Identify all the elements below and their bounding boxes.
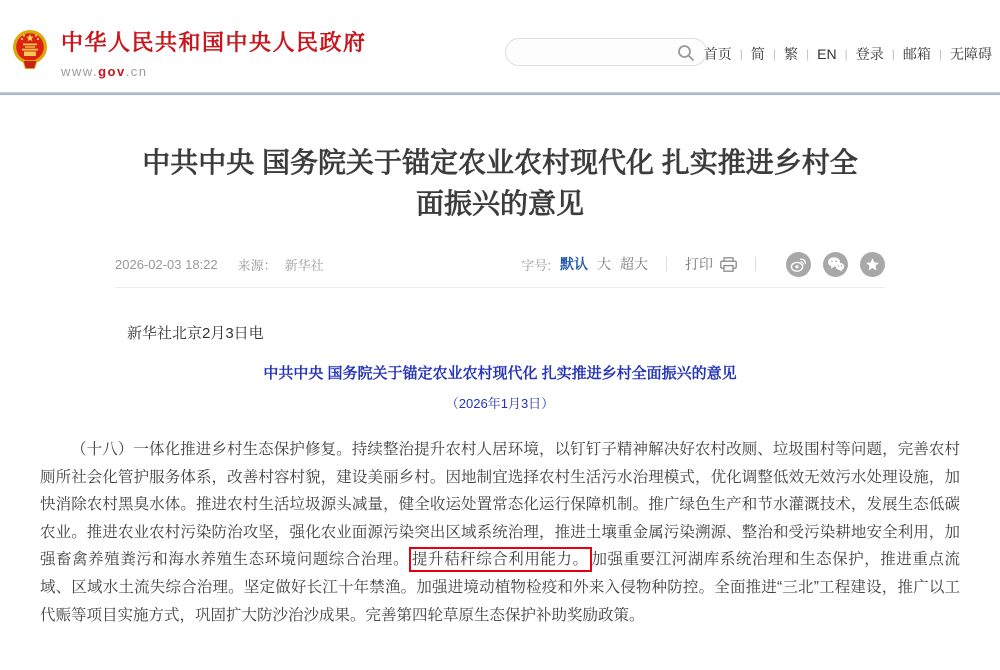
document-date: （2026年1月3日）	[445, 396, 555, 411]
site-url-www: www.	[61, 64, 99, 79]
nav-separator: |	[844, 47, 848, 61]
national-emblem-icon	[12, 26, 48, 74]
share-favorite-button[interactable]	[860, 252, 885, 277]
nav-separator: |	[806, 47, 810, 61]
top-nav	[704, 44, 992, 64]
nav-item-home[interactable]: 首页	[703, 46, 732, 62]
printer-icon	[720, 257, 737, 272]
publish-datetime: 2026-02-03 18:22	[115, 256, 218, 272]
site-logo[interactable]	[12, 26, 367, 79]
font-size-xlarge-button[interactable]: 超大	[620, 256, 648, 272]
site-header	[0, 0, 1000, 92]
paragraph-text-before: （十八）一体化推进乡村生态保护修复。持续整治提升农村人居环境，以钉钉子精神解决好农村改厕、垃圾围村等问题，完善农村厕所社会化管护服务体系，改善村容村貌，建设美丽乡村。因地制宜选择农村生活污水治理模式，优化调整低效无效污水处理设施，加快消除农村黑臭水体。推进农村生活垃圾源头减量，健全收运处置常态化运行保障机制。推广绿色生产和节水灌溉技术，发展生态低碳农业。推进农业农村污染防治攻坚，强化农业面源污染突出区域系统治理，推进土壤重金属污染溯源、整治和受污染耕地安全利用，加强畜禽养殖粪污和海水养殖生态环境问题综合治理。	[40, 441, 960, 569]
source-label: 来源：	[237, 257, 277, 273]
dateline: 新华社北京2月3日电	[127, 325, 264, 342]
nav-separator: |	[891, 47, 895, 61]
header-divider	[0, 92, 1000, 95]
nav-item-simplified-chinese[interactable]: 简	[750, 46, 765, 62]
paragraph-text-after: 加强重要江河湖库系统治理和生态保护，推进重点流域、区域水土流失综合治理。坚定做好长江十年禁渔。加强进境动植物检疫和外来入侵物种防控。全面推进“三北”工程建设，推广以工代赈等项目实施方式，巩固扩大防沙治沙成果。完善第四轮草原生态保护补助奖励政策。	[40, 551, 960, 624]
site-title: 中华人民共和国中央人民政府	[61, 30, 367, 55]
meta-left	[115, 255, 324, 274]
nav-item-login[interactable]: 登录	[855, 46, 884, 62]
font-size-large-button[interactable]: 大	[597, 256, 611, 272]
share-weibo-button[interactable]	[786, 252, 811, 277]
meta-row	[115, 249, 885, 279]
highlighted-text: 提升秸秆综合利用能力。	[409, 547, 591, 572]
nav-item-traditional-chinese[interactable]: 繁	[784, 46, 799, 62]
article-title: 中共中央 国务院关于锚定农业农村现代化 扎实推进乡村全面振兴的意见	[142, 147, 858, 219]
search-input[interactable]	[520, 41, 675, 63]
print-label: 打印	[685, 256, 713, 272]
nav-separator: |	[772, 47, 777, 61]
nav-item-mailbox[interactable]: 邮箱	[902, 46, 931, 62]
search-box	[505, 38, 707, 66]
meta-divider	[115, 287, 885, 288]
nav-item-english[interactable]: EN	[817, 46, 837, 62]
vertical-divider	[666, 257, 667, 271]
meta-right	[521, 252, 885, 277]
share-wechat-button[interactable]	[823, 252, 848, 277]
body-paragraph	[40, 436, 960, 629]
search-icon[interactable]	[677, 44, 695, 62]
star-icon	[865, 257, 880, 272]
font-size-default-button[interactable]: 默认	[560, 256, 588, 272]
site-url	[61, 64, 367, 79]
font-size-label: 字号:	[521, 257, 551, 273]
document-title: 中共中央 国务院关于锚定农业农村现代化 扎实推进乡村全面振兴的意见	[263, 365, 737, 382]
nav-separator: |	[739, 47, 743, 61]
source-value: 新华社	[284, 257, 324, 273]
nav-separator: |	[938, 47, 942, 61]
site-url-gov: gov	[98, 64, 126, 79]
print-button[interactable]	[685, 254, 737, 274]
vertical-divider	[755, 257, 756, 271]
site-url-cn: .cn	[125, 64, 148, 79]
wechat-icon	[827, 256, 845, 272]
nav-item-accessibility[interactable]: 无障碍	[950, 46, 992, 62]
weibo-icon	[790, 256, 807, 273]
logo-text	[61, 26, 367, 79]
